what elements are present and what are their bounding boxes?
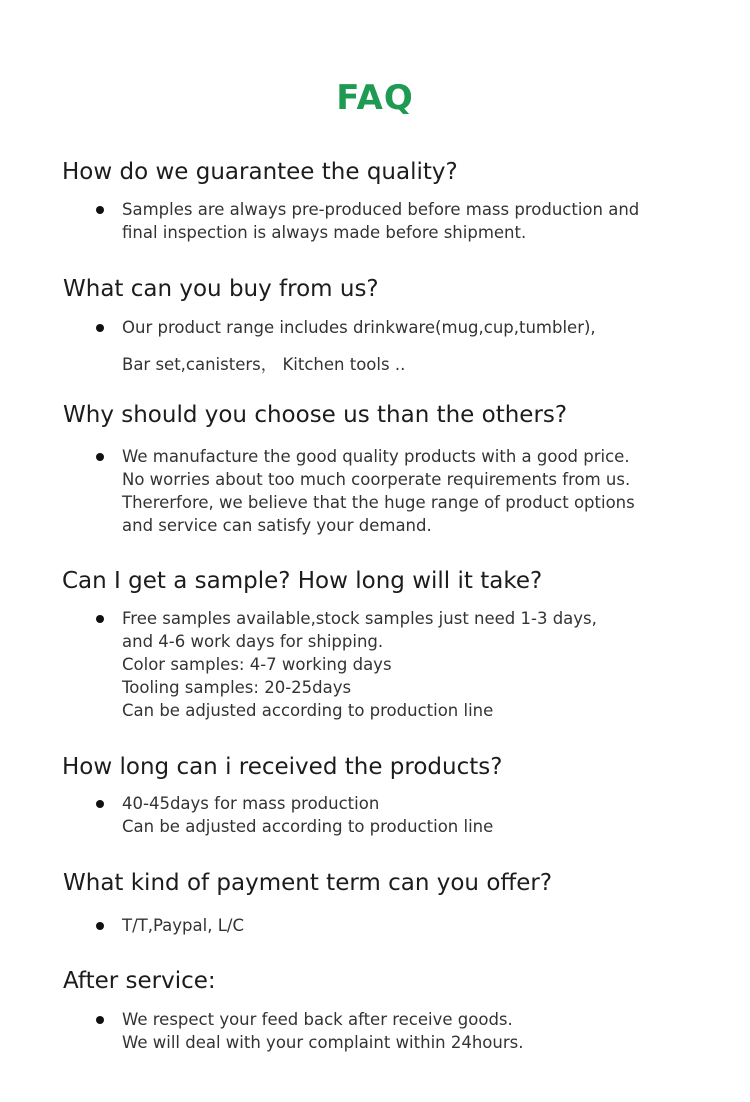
bullet-icon — [96, 922, 104, 930]
answer-line: Can be adjusted according to production line — [122, 701, 494, 720]
answer-line: Color samples: 4-7 working days — [122, 655, 392, 674]
bullet-icon — [96, 324, 104, 332]
answer-line: No worries about too much coorperate requirements from us. — [122, 470, 631, 489]
answer-line: We will deal with your complaint within 24hours. — [122, 1033, 524, 1052]
answer-line: Thererfore, we believe that the huge range of product options — [122, 493, 635, 512]
answer-line: T/T,Paypal, L/C — [122, 916, 244, 935]
bullet-icon — [96, 1016, 104, 1024]
faq-question-sample: Can I get a sample? How long will it take? — [62, 568, 543, 594]
answer-line: and service can satisfy your demand. — [122, 516, 432, 535]
bullet-icon — [96, 453, 104, 461]
answer-line: Tooling samples: 20-25days — [122, 678, 352, 697]
answer-line: We respect your feed back after receive goods. — [122, 1010, 513, 1029]
page-title: FAQ — [336, 78, 414, 118]
faq-question-payment: What kind of payment term can you offer? — [63, 870, 553, 896]
answer-line: Free samples available,stock samples just need 1-3 days, — [122, 609, 597, 628]
faq-question-why-us: Why should you choose us than the others? — [63, 402, 568, 428]
answer-line: Can be adjusted according to production line — [122, 817, 494, 836]
answer-line: Our product range includes drinkware(mug,cup,tumbler), — [122, 318, 596, 337]
bullet-icon — [96, 615, 104, 623]
answer-line: 40-45days for mass production — [122, 794, 380, 813]
faq-question-after-service: After service: — [63, 968, 216, 994]
answer-line: We manufacture the good quality products with a good price. — [122, 447, 630, 466]
bullet-icon — [96, 800, 104, 808]
answer-line: Bar set,canisters， Kitchen tools .. — [122, 355, 406, 374]
answer-line: final inspection is always made before shipment. — [122, 223, 527, 242]
faq-question-quality: How do we guarantee the quality? — [62, 159, 458, 185]
answer-line: and 4-6 work days for shipping. — [122, 632, 384, 651]
answer-line: Samples are always pre-produced before mass production and — [122, 200, 640, 219]
faq-question-lead-time: How long can i received the products? — [62, 754, 503, 780]
faq-question-products: What can you buy from us? — [63, 276, 379, 302]
bullet-icon — [96, 206, 104, 214]
